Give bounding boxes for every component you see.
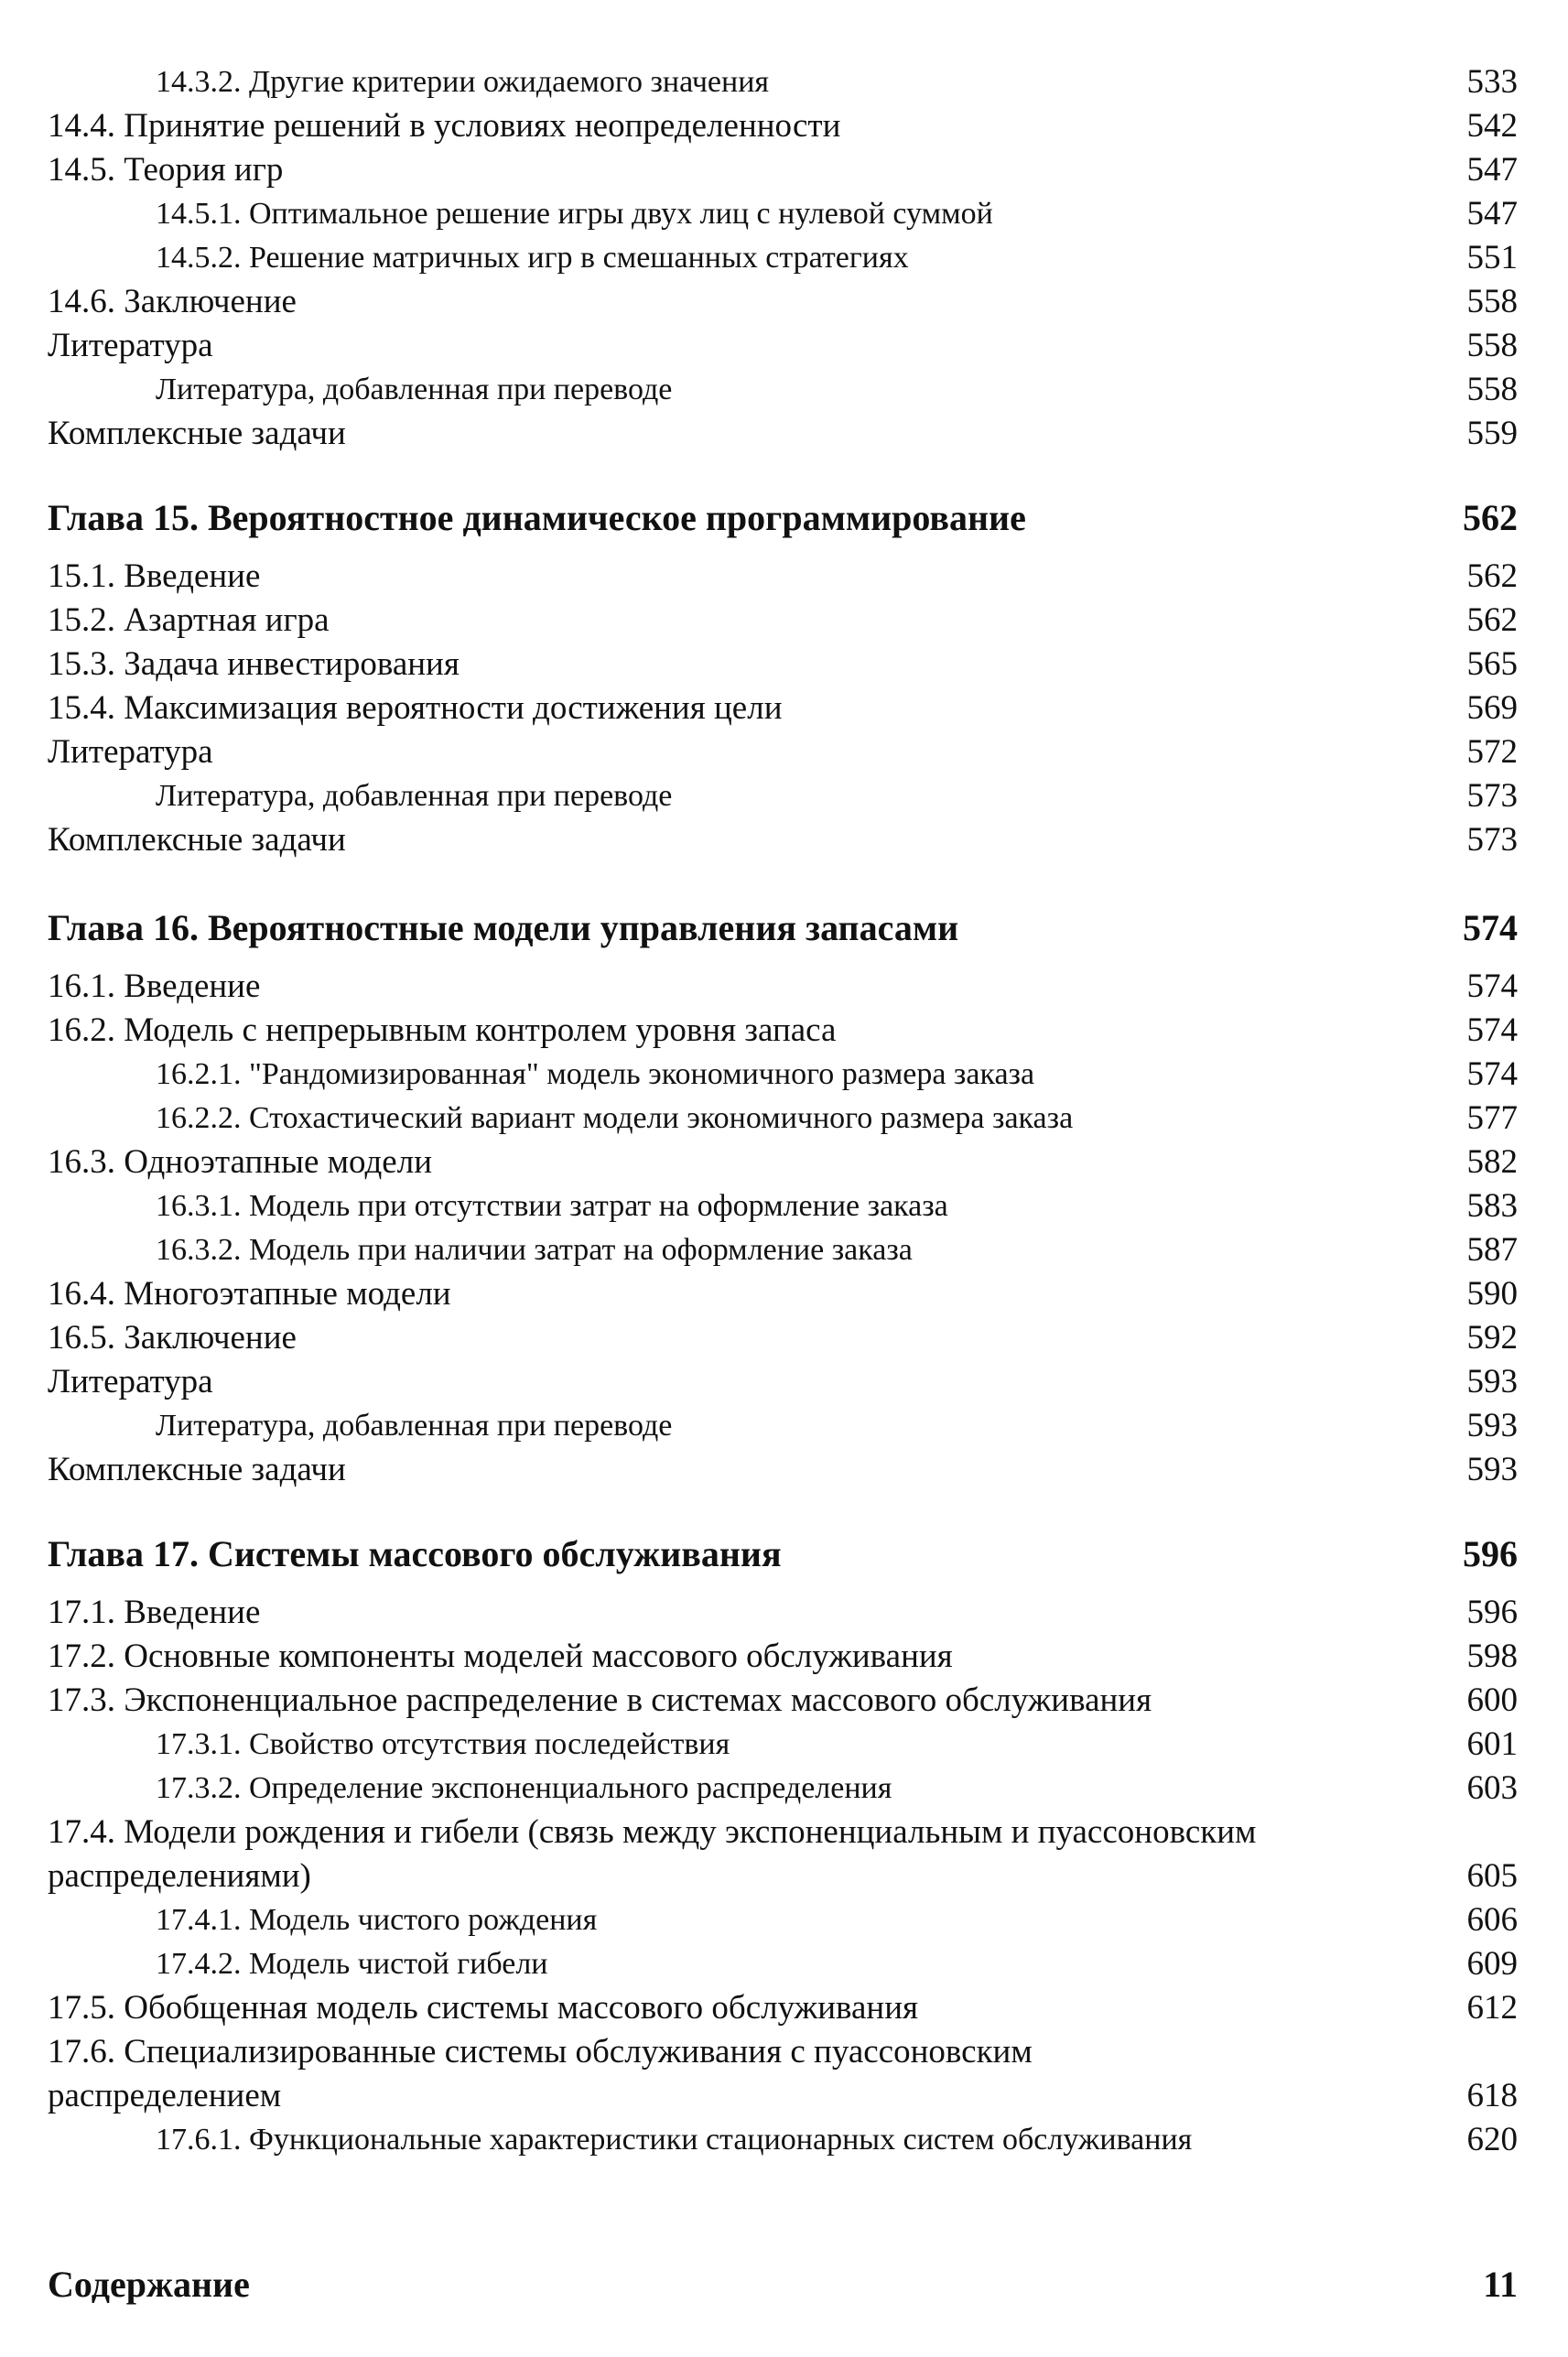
toc-entry-page: 620 (1466, 2121, 1518, 2158)
toc-entry (0, 730, 1568, 774)
toc-entry-title: 15.2. Азартная игра (48, 601, 330, 639)
toc-entry (0, 280, 1568, 324)
toc-entry-page: 574 (1466, 968, 1518, 1005)
toc-entry (0, 599, 1568, 643)
toc-entry-page: 562 (1466, 557, 1518, 595)
toc-entry (0, 1316, 1568, 1360)
toc-entry-title: 16.2.1. "Рандомизированная" модель экономичного размера заказа (156, 1057, 1035, 1091)
toc-entry-page: 593 (1466, 1407, 1518, 1444)
toc-entry (0, 1360, 1568, 1404)
toc-entry-title: 17.3. Экспоненциальное распределение в системах массового обслуживания (48, 1681, 1152, 1719)
toc-entry (0, 1272, 1568, 1316)
toc-entry-page: 606 (1466, 1901, 1518, 1939)
toc-entry-title: 16.3.1. Модель при отсутствии затрат на оформление заказа (156, 1189, 948, 1223)
toc-entry (0, 1591, 1568, 1635)
toc-entry-title: Литература, добавленная при переводе (156, 373, 673, 406)
toc-entry-title: 14.5. Теория игр (48, 151, 284, 189)
toc-entry-page: 533 (1466, 63, 1518, 101)
toc-entry (0, 1679, 1568, 1723)
toc-entry (0, 1811, 1568, 1854)
toc-entry-page: 601 (1466, 1725, 1518, 1763)
toc-entry-title: Литература, добавленная при переводе (156, 1409, 673, 1443)
toc-entry-title: 16.2.2. Стохастический вариант модели экономичного размера заказа (156, 1101, 1074, 1135)
toc-entry-page: 587 (1466, 1231, 1518, 1269)
toc-entry-title: 17.5. Обобщенная модель системы массового обслуживания (48, 1989, 919, 2027)
toc-entry-page: 593 (1466, 1451, 1518, 1488)
toc-entry (0, 774, 1568, 818)
chapter-title: Глава 15. Вероятностное динамическое программирование (48, 497, 1026, 538)
toc-entry-title: Комплексные задачи (48, 415, 346, 452)
page-footer (0, 2263, 1568, 2307)
toc-entry-page: 572 (1466, 733, 1518, 771)
toc-entry-title: Литература (48, 327, 213, 364)
toc-entry-title: 14.3.2. Другие критерии ожидаемого значения (156, 65, 770, 99)
toc-entry (0, 148, 1568, 192)
toc-entry (0, 1898, 1568, 1942)
toc-entry (0, 1053, 1568, 1097)
toc-entry (0, 555, 1568, 599)
toc-entry (0, 643, 1568, 687)
toc-entry-continuation (0, 2074, 1568, 2118)
toc-entry (0, 104, 1568, 148)
toc-entry-title: 17.2. Основные компоненты моделей массового обслуживания (48, 1638, 953, 1675)
toc-entry-page: 600 (1466, 1681, 1518, 1719)
toc-entry (0, 965, 1568, 1009)
toc-entry (0, 818, 1568, 862)
toc-entry (0, 324, 1568, 368)
toc-entry-page: 582 (1466, 1143, 1518, 1181)
toc-entry-page: 618 (1466, 2077, 1518, 2114)
toc-entry (0, 368, 1568, 412)
toc-entry-title: 16.5. Заключение (48, 1319, 297, 1357)
toc-entry-page: 609 (1466, 1945, 1518, 1983)
toc-entry (0, 1448, 1568, 1492)
toc-entry-page: 592 (1466, 1319, 1518, 1357)
toc-entry (0, 1635, 1568, 1679)
toc-entry-page: 558 (1466, 371, 1518, 408)
footer-title: Содержание (48, 2264, 250, 2305)
toc-entry-title: 17.3.1. Свойство отсутствия последействия (156, 1727, 730, 1761)
toc-entry-title: распределениями) (48, 1857, 311, 1895)
toc-entry-page: 565 (1466, 645, 1518, 683)
toc-entry-title: Комплексные задачи (48, 1451, 346, 1488)
toc-entry-title: 15.1. Введение (48, 557, 261, 595)
toc-entry-title: 17.4. Модели рождения и гибели (связь между экспоненциальным и пуассоновским (48, 1813, 1257, 1851)
toc-entry-title: 17.4.2. Модель чистой гибели (156, 1947, 548, 1981)
chapter-title: Глава 17. Системы массового обслуживания (48, 1533, 782, 1574)
toc-entry-page: 583 (1466, 1187, 1518, 1225)
toc-entry-title: распределением (48, 2077, 282, 2114)
toc-entry-title: 14.5.1. Оптимальное решение игры двух лиц с нулевой суммой (156, 197, 993, 231)
toc-entry (0, 1184, 1568, 1228)
toc-entry-page: 547 (1466, 151, 1518, 189)
toc-entry-title: Литература (48, 733, 213, 771)
chapter-page: 574 (1463, 907, 1518, 948)
toc-entry-page: 547 (1466, 195, 1518, 232)
chapter-page: 562 (1463, 497, 1518, 538)
toc-entry-page: 590 (1466, 1275, 1518, 1313)
toc-entry-page: 574 (1466, 1011, 1518, 1049)
toc-entry-title: 16.3. Одноэтапные модели (48, 1143, 432, 1181)
toc-entry-title: 14.4. Принятие решений в условиях неопределенности (48, 107, 841, 145)
toc-entry-title: 17.3.2. Определение экспоненциального распределения (156, 1771, 892, 1805)
toc-entry (0, 1228, 1568, 1272)
toc-entry (0, 1986, 1568, 2030)
toc-entry-title: 14.6. Заключение (48, 283, 297, 320)
toc-entry-title: 14.5.2. Решение матричных игр в смешанных стратегиях (156, 241, 909, 275)
page-number: 11 (1483, 2264, 1518, 2305)
toc-entry-title: 15.4. Максимизация вероятности достижения цели (48, 689, 783, 727)
toc-entry-page: 612 (1466, 1989, 1518, 2027)
toc-entry-page: 562 (1466, 601, 1518, 639)
chapter-heading (0, 906, 1568, 950)
toc-entry-title: Комплексные задачи (48, 821, 346, 859)
toc-entry (0, 1723, 1568, 1767)
toc-entry (0, 60, 1568, 104)
toc-entry (0, 1404, 1568, 1448)
toc-entry-page: 596 (1466, 1594, 1518, 1631)
toc-entry (0, 412, 1568, 456)
chapter-heading (0, 1532, 1568, 1576)
toc-entry (0, 2030, 1568, 2074)
toc-entry-title: 16.3.2. Модель при наличии затрат на оформление заказа (156, 1233, 913, 1267)
toc-entry (0, 1141, 1568, 1184)
chapter-heading (0, 496, 1568, 540)
toc-entry-title: 16.2. Модель с непрерывным контролем уровня запаса (48, 1011, 837, 1049)
toc-entry-page: 573 (1466, 777, 1518, 815)
toc-entry-page: 573 (1466, 821, 1518, 859)
toc-entry (0, 236, 1568, 280)
toc-entry-page: 558 (1466, 327, 1518, 364)
toc-entry-page: 603 (1466, 1769, 1518, 1807)
toc-entry-page: 569 (1466, 689, 1518, 727)
toc-entry (0, 687, 1568, 730)
toc-entry-page: 574 (1466, 1055, 1518, 1093)
toc-entry (0, 1767, 1568, 1811)
toc-entry (0, 1942, 1568, 1986)
toc-entry-title: 17.4.1. Модель чистого рождения (156, 1903, 598, 1937)
chapter-page: 596 (1463, 1533, 1518, 1574)
toc-entry-page: 577 (1466, 1099, 1518, 1137)
toc-entry-title: Литература, добавленная при переводе (156, 779, 673, 813)
toc-entry-page: 605 (1466, 1857, 1518, 1895)
toc-entry-title: 17.6.1. Функциональные характеристики стационарных систем обслуживания (156, 2123, 1193, 2157)
toc-entry (0, 1097, 1568, 1141)
toc-entry-page: 558 (1466, 283, 1518, 320)
toc-entry-title: 17.6. Специализированные системы обслуживания с пуассоновским (48, 2033, 1033, 2070)
toc-entry-title: 16.1. Введение (48, 968, 261, 1005)
toc-entry-page: 559 (1466, 415, 1518, 452)
toc-entry-continuation (0, 1854, 1568, 1898)
toc-entry-page: 593 (1466, 1363, 1518, 1400)
chapter-title: Глава 16. Вероятностные модели управления запасами (48, 907, 959, 948)
toc-entry-page: 598 (1466, 1638, 1518, 1675)
toc-entry-title: 16.4. Многоэтапные модели (48, 1275, 451, 1313)
toc-entry-title: Литература (48, 1363, 213, 1400)
toc-entry-title: 15.3. Задача инвестирования (48, 645, 460, 683)
toc-entry (0, 1009, 1568, 1053)
toc-entry-page: 542 (1466, 107, 1518, 145)
toc-entry-title: 17.1. Введение (48, 1594, 261, 1631)
toc-entry (0, 192, 1568, 236)
toc-entry-page: 551 (1466, 239, 1518, 276)
toc-entry (0, 2118, 1568, 2162)
